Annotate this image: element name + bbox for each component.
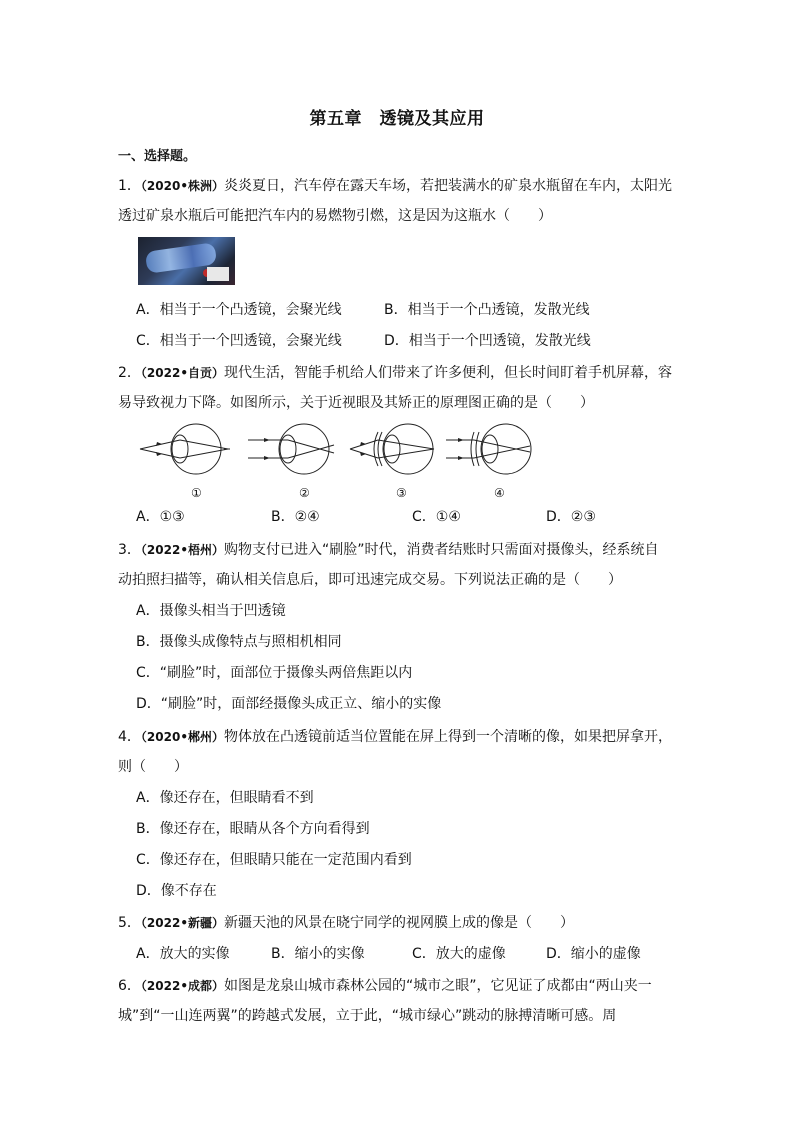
section-heading: 一、选择题。 — [118, 149, 197, 164]
q6-number: 6． — [118, 978, 141, 994]
q4-line-1 — [118, 728, 678, 746]
q1-option-a: A．相当于一个凸透镜，会聚光线 — [136, 302, 342, 318]
q5-source: （2022•新疆） — [140, 916, 224, 930]
q6-text-1: 如图是龙泉山城市森林公园的“城市之眼”，它见证了成都由“两山夹一 — [224, 978, 652, 994]
q2-line-1 — [118, 364, 678, 382]
q2-number: 2． — [118, 365, 141, 381]
eye-diagram-3 — [348, 420, 444, 478]
diagram-label-2: ② — [299, 486, 310, 500]
q1-option-c: C．相当于一个凹透镜，会聚光线 — [136, 333, 342, 349]
q6-line-1 — [118, 977, 678, 995]
q3-number: 3． — [118, 542, 141, 558]
q2-line-2: 易导致视力下降。如图所示，关于近视眼及其矫正的原理图正确的是（ ） — [118, 395, 594, 411]
q4-option-a: A．像还存在，但眼睛看不到 — [136, 790, 314, 806]
q5-line-1 — [118, 914, 678, 932]
q5-option-a: A．放大的实像 — [136, 946, 230, 962]
q5-option-d: D．缩小的虚像 — [546, 946, 641, 962]
q6-source: （2022•成都） — [140, 979, 224, 993]
q3-option-b: B．摄像头成像特点与照相机相同 — [136, 634, 342, 650]
q3-line-1 — [118, 541, 678, 559]
q4-text-1: 物体放在凸透镜前适当位置能在屏上得到一个清晰的像，如果把屏拿开， — [224, 729, 672, 745]
q2-option-a: A．①③ — [136, 509, 185, 525]
q3-option-d: D．“刷脸”时，面部经摄像头成正立、缩小的实像 — [136, 696, 442, 712]
q4-line-2: 则（ ） — [118, 759, 188, 775]
q1-source: （2020•株洲） — [140, 179, 224, 193]
q1-option-d: D．相当于一个凹透镜，发散光线 — [384, 333, 591, 349]
q4-option-d: D．像不存在 — [136, 883, 217, 899]
page-title: 第五章 透镜及其应用 — [309, 109, 485, 129]
diagram-label-4: ④ — [494, 486, 505, 500]
eye-diagram-4 — [444, 420, 540, 478]
water-bottle-photo — [138, 237, 235, 285]
q4-option-b: B．像还存在，眼睛从各个方向看得到 — [136, 821, 370, 837]
diagram-label-1: ① — [191, 486, 202, 500]
q2-option-b: B．②④ — [271, 509, 320, 525]
eye-diagram-2 — [246, 420, 342, 478]
q2-source: （2022•自贡） — [140, 366, 224, 380]
q4-option-c: C．像还存在，但眼睛只能在一定范围内看到 — [136, 852, 412, 868]
q1-line-2: 透过矿泉水瓶后可能把汽车内的易燃物引燃，这是因为这瓶水（ ） — [118, 208, 552, 224]
q2-option-d: D．②③ — [546, 509, 596, 525]
q3-option-c: C．“刷脸”时，面部位于摄像头两倍焦距以内 — [136, 665, 413, 681]
q4-number: 4． — [118, 729, 141, 745]
q5-number: 5． — [118, 915, 141, 931]
q5-text-1: 新疆天池的风景在晓宁同学的视网膜上成的像是（ ） — [224, 915, 574, 931]
q6-line-2: 城”到“一山连两翼”的跨越式发展，立于此，“城市绿心”跳动的脉搏清晰可感。周 — [118, 1008, 617, 1024]
q2-option-c: C．①④ — [412, 509, 461, 525]
q3-text-1: 购物支付已进入“刷脸”时代，消费者结账时只需面对摄像头，经系统自 — [224, 542, 659, 558]
eye-diagram-1 — [138, 420, 234, 478]
q1-number: 1． — [118, 178, 141, 194]
q3-line-2: 动拍照扫描等，确认相关信息后，即可迅速完成交易。下列说法正确的是（ ） — [118, 572, 622, 588]
q1-option-b: B．相当于一个凸透镜，发散光线 — [384, 302, 590, 318]
q2-text-1: 现代生活，智能手机给人们带来了许多便利，但长时间盯着手机屏幕，容 — [224, 365, 672, 381]
q4-source: （2020•郴州） — [140, 730, 224, 744]
q3-source: （2022•梧州） — [140, 543, 224, 557]
q1-text-1: 炎炎夏日，汽车停在露天车场，若把装满水的矿泉水瓶留在车内，太阳光 — [224, 178, 672, 194]
q1-line-1 — [118, 177, 678, 195]
q5-option-c: C．放大的虚像 — [412, 946, 506, 962]
q3-option-a: A．摄像头相当于凹透镜 — [136, 603, 286, 619]
q5-option-b: B．缩小的实像 — [271, 946, 365, 962]
diagram-label-3: ③ — [396, 486, 407, 500]
